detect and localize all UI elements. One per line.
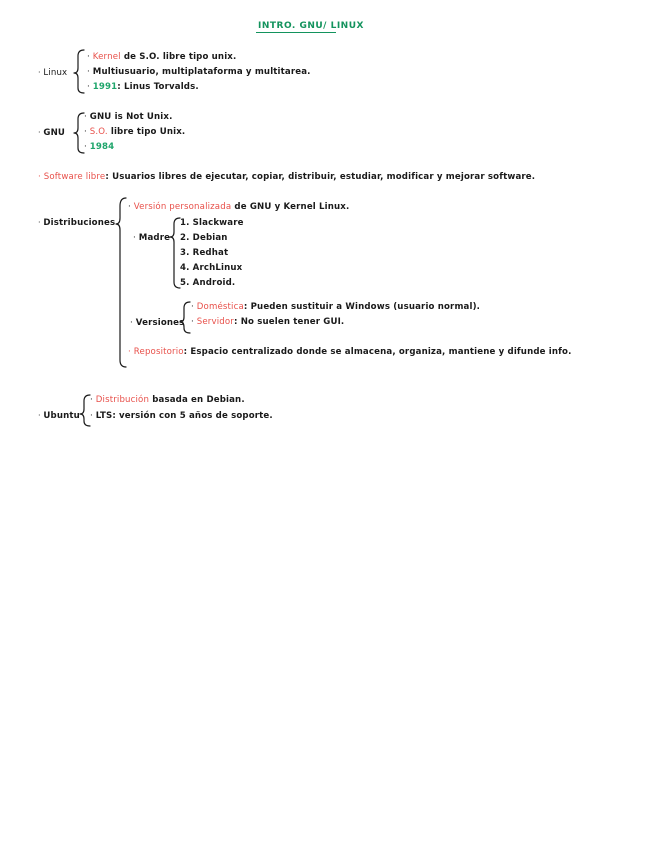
software-libre-line: · Software libre: Usuarios libres de ejecutar, copiar, distribuir, estudiar, modificar y mejorar software. — [38, 172, 536, 182]
title-underline — [256, 32, 336, 33]
distribuciones-bracket — [116, 198, 126, 367]
linux-bracket — [74, 50, 84, 93]
madre-label: · Madre — [133, 233, 171, 243]
page-title: INTRO. GNU/ LINUX — [258, 21, 364, 31]
repositorio-line: · Repositorio: Espacio centralizado donde se almacena, organiza, mantiene y difunde info. — [128, 347, 572, 357]
distribuciones-version: · Versión personalizada de GNU y Kernel Linux. — [128, 202, 350, 212]
ubuntu-label: · Ubuntu — [38, 411, 80, 421]
linux-label: · Linux — [38, 68, 68, 78]
madre-item: 4. ArchLinux — [180, 263, 243, 273]
madre-bracket — [170, 218, 180, 288]
madre-item: 3. Redhat — [180, 248, 229, 258]
madre-item: 1. Slackware — [180, 218, 244, 228]
ubuntu-item: · LTS: versión con 5 años de soporte. — [90, 411, 273, 421]
versiones-item: · Doméstica: Pueden sustituir a Windows (usuario normal). — [191, 302, 481, 312]
gnu-item: · S.O. libre tipo Unix. — [84, 127, 186, 137]
ubuntu-bracket — [80, 395, 90, 426]
linux-item: · Kernel de S.O. libre tipo unix. — [87, 52, 237, 62]
linux-item: · Multiusuario, multiplataforma y multitarea. — [87, 67, 311, 77]
gnu-item: · 1984 — [84, 142, 115, 152]
gnu-bracket — [74, 113, 84, 153]
versiones-item: · Servidor: No suelen tener GUI. — [191, 317, 345, 327]
madre-item: 2. Debian — [180, 233, 228, 243]
versiones-label: · Versiones — [130, 318, 185, 328]
ubuntu-item: · Distribución basada en Debian. — [90, 395, 245, 405]
madre-item: 5. Android. — [180, 278, 236, 288]
distribuciones-label: · Distribuciones — [38, 218, 116, 228]
gnu-item: · GNU is Not Unix. — [84, 112, 173, 122]
linux-item: · 1991: Linus Torvalds. — [87, 82, 199, 92]
gnu-label: · GNU — [38, 128, 66, 138]
